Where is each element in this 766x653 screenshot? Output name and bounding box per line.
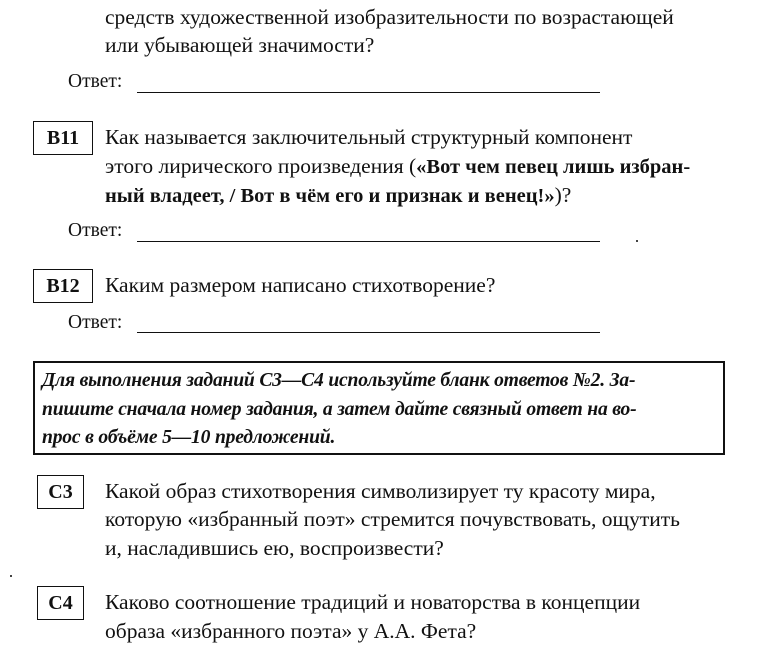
answer-line-b12[interactable] bbox=[137, 332, 600, 333]
instruction-line-3: прос в объёме 5—10 предложений. bbox=[42, 427, 336, 448]
c3-line-2: которую «избранный поэт» стремится почувствовать, ощутить bbox=[105, 507, 680, 531]
b11-quote-part-2: ный владеет, / Вот в чём его и признак и венец!» bbox=[105, 185, 555, 207]
b11-quote-part-1: «Вот чем певец лишь избран- bbox=[416, 156, 691, 178]
task-number-b12: B12 bbox=[33, 269, 93, 303]
top-question-line-2: или убывающей значимости? bbox=[105, 33, 375, 57]
task-number-b11: B11 bbox=[33, 121, 93, 155]
c4-line-1: Каково соотношение традиций и новаторства в концепции bbox=[105, 590, 641, 614]
instruction-box bbox=[33, 361, 725, 455]
speck-mark bbox=[10, 575, 12, 577]
b11-line-1: Как называется заключительный структурный компонент bbox=[105, 125, 633, 149]
instruction-line-2: пишите сначала номер задания, а затем дайте связный ответ на во- bbox=[42, 399, 637, 420]
b12-line-1: Каким размером написано стихотворение? bbox=[105, 273, 496, 297]
answer-line-b11[interactable] bbox=[137, 241, 600, 242]
top-question-line-1: средств художественной изобразительности по возрастающей bbox=[105, 5, 674, 29]
task-number-c3: С3 bbox=[37, 475, 84, 509]
c4-line-2: образа «избранного поэта» у А.А. Фета? bbox=[105, 619, 477, 643]
answer-label-b11: Ответ: bbox=[68, 220, 123, 241]
task-number-c4: С4 bbox=[37, 586, 84, 620]
b11-line-3-tail: )? bbox=[554, 183, 572, 207]
b11-line-2 bbox=[105, 153, 690, 180]
answer-line-top[interactable] bbox=[137, 92, 600, 93]
speck-mark bbox=[636, 240, 638, 242]
c3-line-3: и, насладившись ею, воспроизвести? bbox=[105, 536, 444, 560]
b11-line-3 bbox=[105, 182, 571, 209]
c3-line-1: Какой образ стихотворения символизирует ту красоту мира, bbox=[105, 479, 656, 503]
b11-line-2-plain: этого лирического произведения ( bbox=[105, 154, 417, 178]
answer-label-b12: Ответ: bbox=[68, 312, 123, 333]
answer-label-top: Ответ: bbox=[68, 71, 123, 92]
instruction-line-1: Для выполнения заданий С3—С4 используйте бланк ответов №2. За- bbox=[42, 370, 636, 391]
